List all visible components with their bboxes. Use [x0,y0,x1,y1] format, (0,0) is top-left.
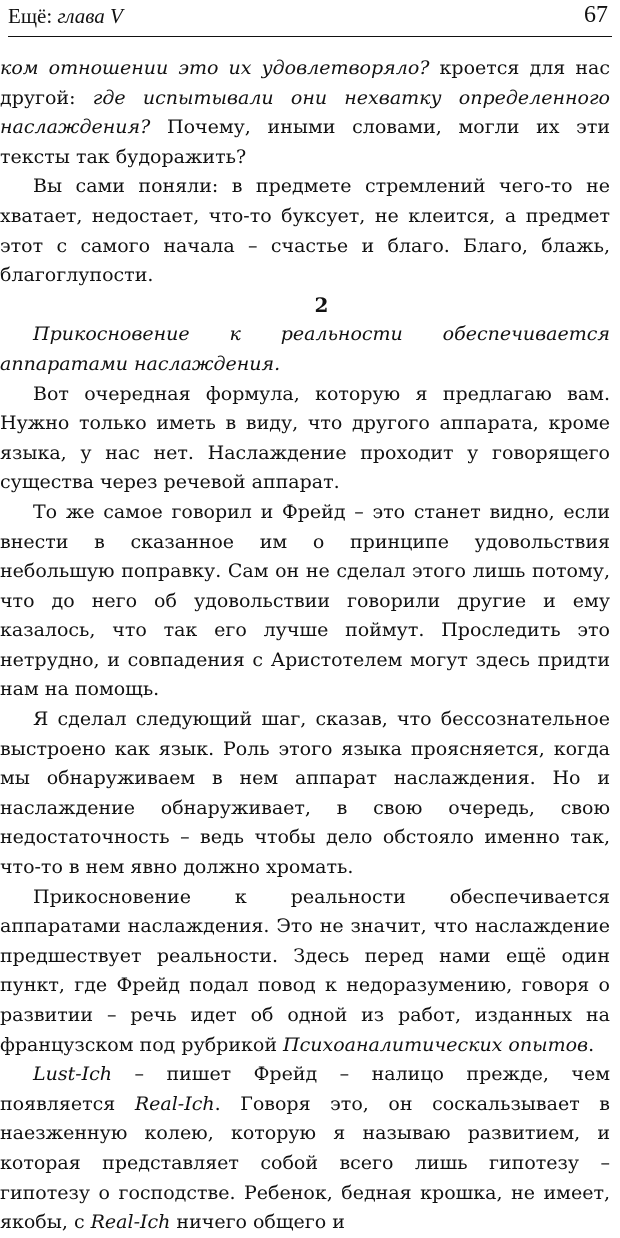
paragraph-8 [0,1060,610,1238]
running-title-plain: Ещё: [8,4,58,28]
page-number: 67 [584,2,608,28]
paragraph-7 [0,883,610,1061]
paragraph-4: Вот очередная формула, которую я предлагаю вам. Нужно только иметь в виду, что другого аппарата, кроме языка, у нас нет. Наслаждение проходит у говорящего существа через речевой аппарат. [0,382,610,494]
formula-italic: Прикосновение к реальности обеспечивается аппаратами наслаждения. [0,323,610,375]
paragraph-7-text-b: . [588,1033,595,1056]
paragraph-6: Я сделал следующий шаг, сказав, что бессознательное выстроено как язык. Роль этого языка проясняется, когда мы обнаруживаем в нем аппарат наслаждения. Но и наслаждение обнаруживает, в свою очередь, свою недостаточность – ведь чтобы дело обстояло именно так, что-то в нем явно должно хромать. [0,708,610,879]
paragraph-1-italic-b: где испытывали они нехватку определенного наслаждения? [0,86,610,139]
paragraph-8-italic-a: Lust-Ich [33,1063,113,1086]
running-title-chapter: глава V [57,4,123,28]
paragraph-7-text-a: Прикосновение к реальности обеспечивается аппаратами наслаждения. Это не значит, что наслаждение предшествует реальности. Здесь перед нами ещё один пункт, где Фрейд подал повод к недоразумению, говоря о развитии – речь идет об одной из работ, изданных на французском под рубрикой [0,885,610,1056]
paragraph-8-text-a: – пишет Фрейд – налицо прежде, чем появляется [0,1063,610,1115]
paragraph-1 [0,54,610,172]
paragraph-8-italic-c: Real-Ich [90,1211,171,1234]
paragraph-8-text-c: ничего общего и [170,1211,345,1234]
paragraph-2: Вы сами поняли: в предмете стремлений чего-то не хватает, недостает, что-то буксует, не клеится, а предмет этот с самого начала – счастье и благо. Благо, блажь, благоглупости. [0,175,610,287]
paragraph-7-italic: Психоаналитических опытов [283,1033,589,1056]
paragraph-3-italic-formula [0,320,610,379]
paragraph-1-text-b: Почему, иными словами, могли их эти тексты так будоражить? [0,116,610,168]
paragraph-1-text-a: кроется для нас другой: [0,57,610,109]
paragraph-8-italic-b: Real-Ich [134,1092,215,1115]
paragraph-1-italic-a: ком отношении это их удовлетворяло? [0,57,430,79]
running-title [8,4,123,29]
section-number: 2 [314,292,329,317]
running-header [8,2,612,37]
page-body [0,54,610,1238]
paragraph-5: То же самое говорил и Фрейд – это станет видно, если внести в сказанное им о принципе удовольствия небольшую поправку. Сам он не сделал этого лишь потому, что до него об удовольствии говорили другие и ему казалось, что так его лучше поймут. Проследить это нетрудно, и совпадения с Аристотелем могут здесь придти нам на помощь. [0,500,610,701]
paragraph-8-text-b: . Говоря это, он соскальзывает в наезженную колею, которую я называю развитием, и которая представляет собой всего лишь гипотезу – гипотезу о господстве. Ребенок, бедная крошка, не имеет, якобы, с [0,1092,611,1234]
